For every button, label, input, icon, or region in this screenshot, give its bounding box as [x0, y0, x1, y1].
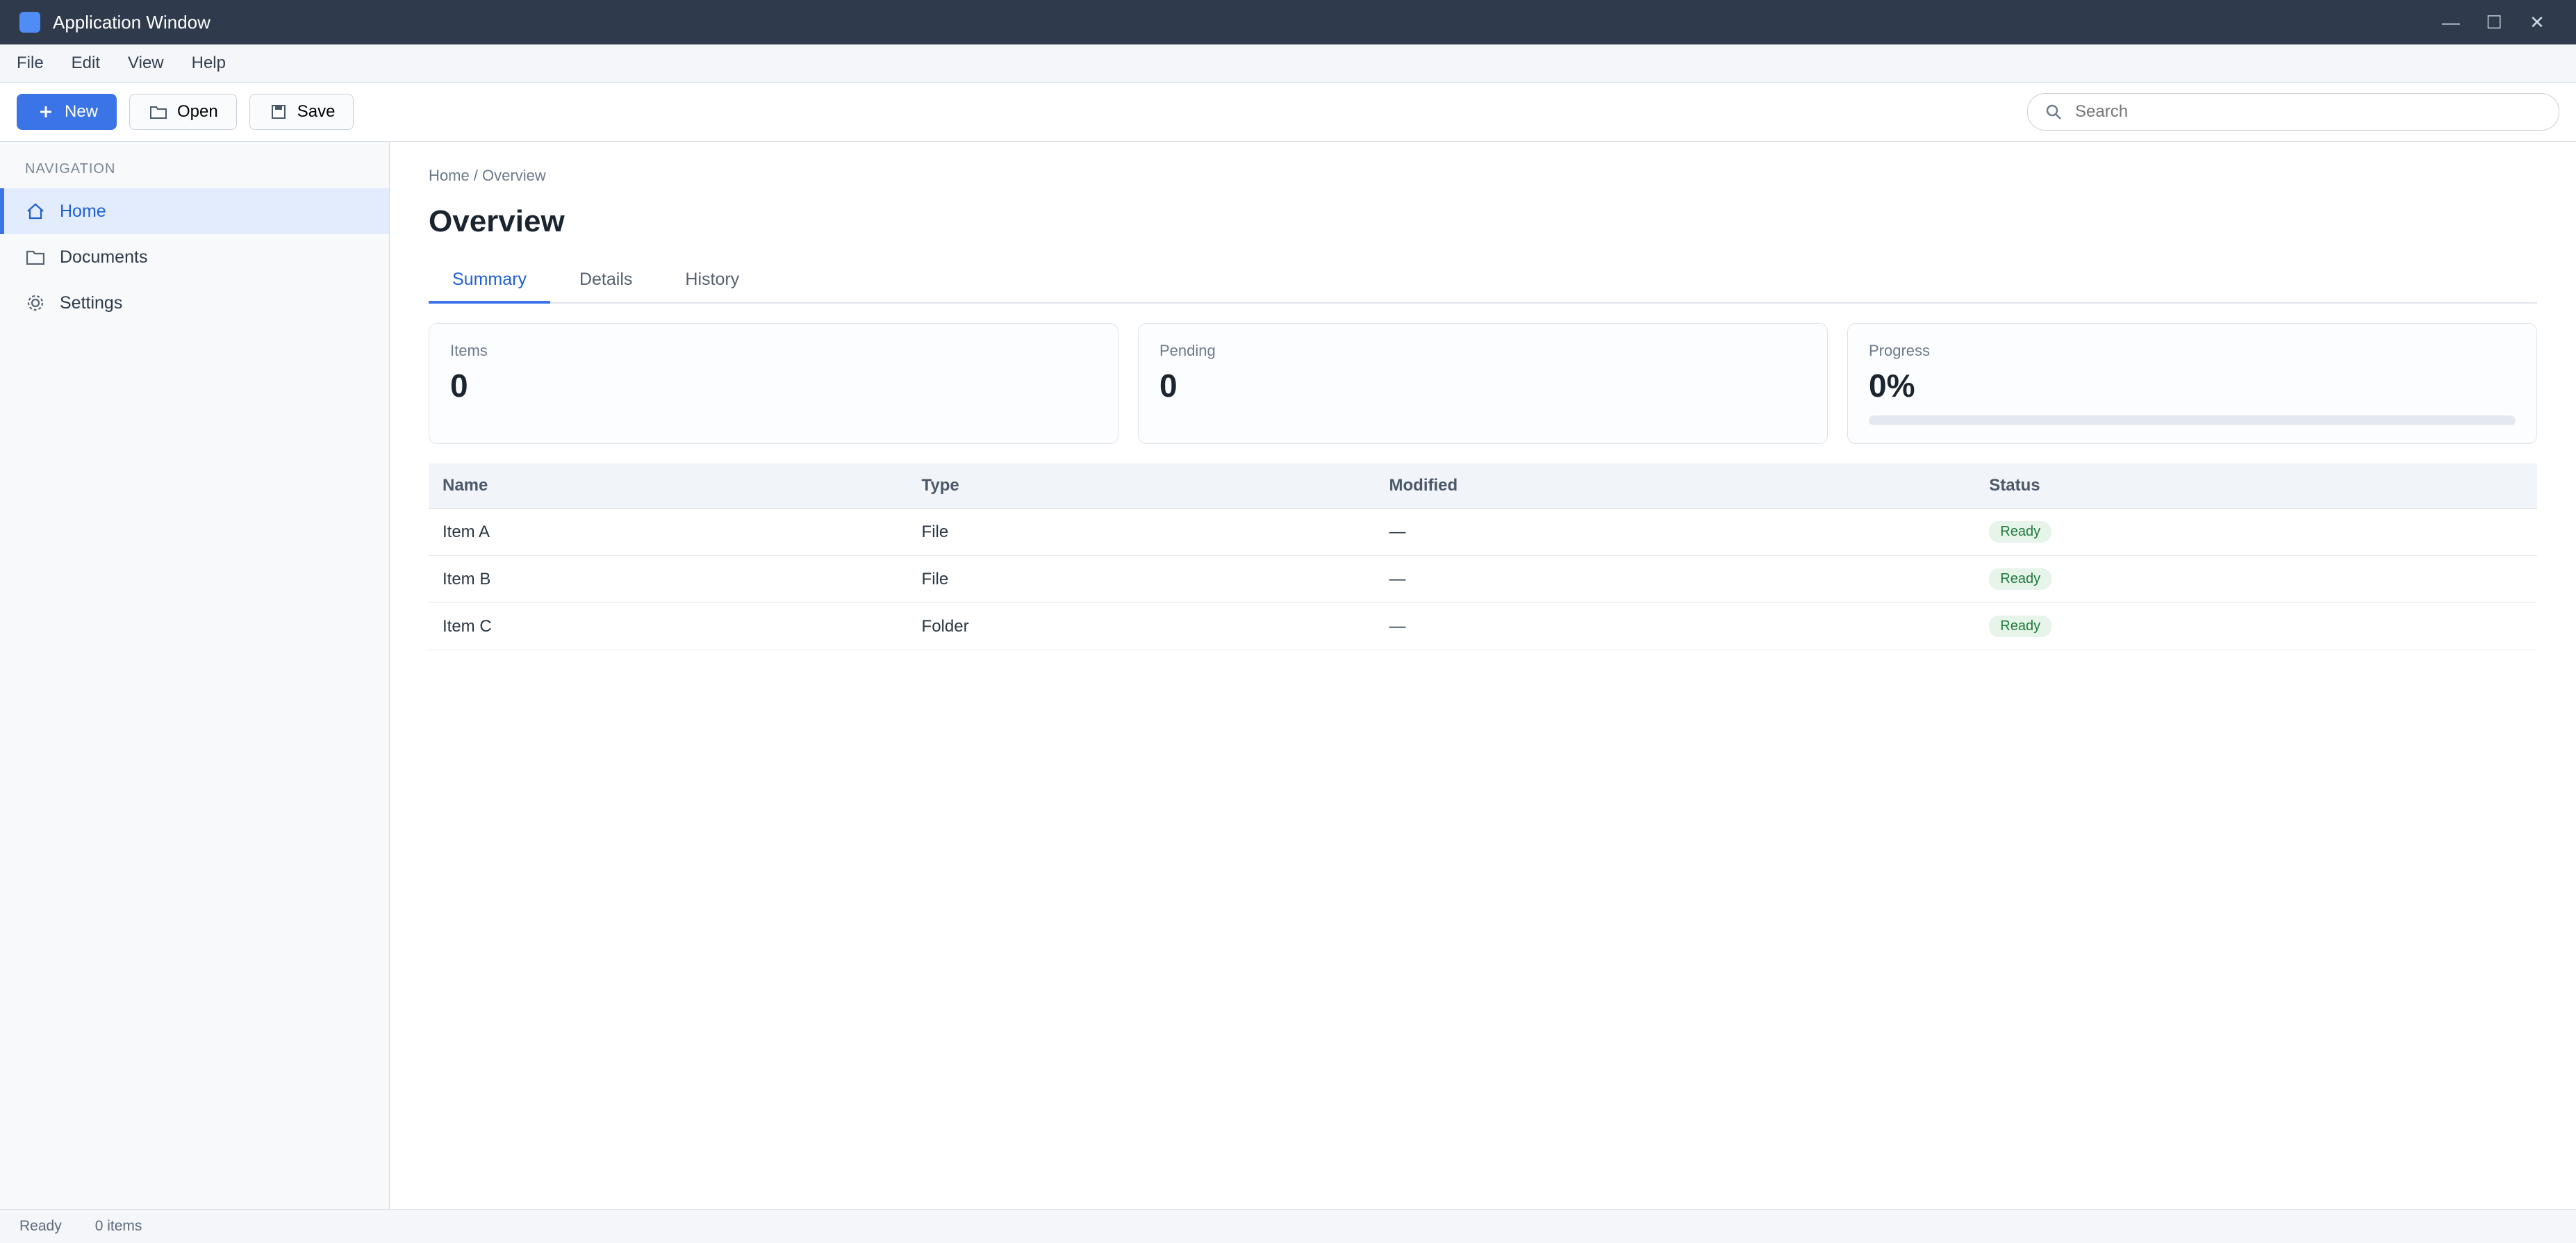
minimize-button[interactable]: —: [2442, 11, 2460, 33]
toolbar: [0, 83, 2576, 142]
folder-icon: [25, 247, 46, 267]
menu-item-view[interactable]: View: [128, 53, 164, 72]
stat-card-progress: [1847, 323, 2537, 444]
summary-cards: [429, 323, 2537, 444]
sidebar-section-label: NAVIGATION: [25, 161, 116, 176]
item-count: 0 items: [94, 1218, 142, 1234]
column-header[interactable]: Modified: [1376, 463, 1976, 509]
menu-item-file[interactable]: File: [17, 53, 44, 72]
sidebar: [0, 142, 390, 1209]
table-cell: —: [1376, 556, 1976, 603]
content-area: [0, 142, 2576, 1209]
stat-card-items: [429, 323, 1118, 444]
window-title: Application Window: [53, 11, 210, 33]
table-row[interactable]: [429, 509, 2537, 556]
table-cell: Folder: [908, 603, 1376, 650]
table-cell: Item A: [429, 509, 908, 556]
status-badge: Ready: [1989, 521, 2051, 543]
table-cell: [1975, 556, 2537, 603]
stat-card-value: 0: [450, 368, 468, 404]
new-button-label: New: [65, 102, 99, 121]
menu-bar: [0, 44, 2576, 83]
sidebar-item-documents[interactable]: [0, 234, 389, 280]
search-input[interactable]: [2074, 101, 2543, 122]
status-bar: [0, 1209, 2576, 1243]
table-cell: [1975, 509, 2537, 556]
stat-card-label: Progress: [1869, 342, 1931, 359]
open-button-label: Open: [177, 102, 218, 121]
column-header[interactable]: Type: [908, 463, 1376, 509]
table-cell: File: [908, 556, 1376, 603]
table-cell: File: [908, 509, 1376, 556]
sidebar-item-label: Settings: [60, 293, 123, 313]
sidebar-item-settings[interactable]: [0, 280, 389, 326]
stat-card-value: 0: [1159, 368, 1178, 404]
title-bar: [0, 0, 2576, 44]
sidebar-item-label: Documents: [60, 247, 148, 267]
sidebar-item-label: Home: [60, 201, 106, 221]
data-table: [429, 463, 2537, 650]
tab-details[interactable]: Details: [579, 270, 633, 289]
main-panel: [390, 142, 2576, 1209]
status-badge: Ready: [1989, 568, 2051, 590]
sidebar-item-home[interactable]: [0, 188, 389, 234]
open-button[interactable]: [129, 94, 237, 130]
new-button[interactable]: [17, 94, 117, 130]
maximize-button[interactable]: ☐: [2486, 11, 2502, 33]
folder-open-icon: [148, 101, 169, 122]
table-row[interactable]: [429, 556, 2537, 603]
search-icon: [2043, 101, 2064, 122]
home-icon: [25, 201, 46, 222]
breadcrumb[interactable]: Home / Overview: [429, 167, 546, 184]
stat-card-pending: [1138, 323, 1828, 444]
progress-bar: [1869, 415, 2516, 425]
menu-item-edit[interactable]: Edit: [71, 53, 101, 72]
table-row[interactable]: [429, 603, 2537, 650]
table-cell: Item B: [429, 556, 908, 603]
table-cell: —: [1376, 603, 1976, 650]
stat-card-label: Pending: [1159, 342, 1216, 359]
column-header[interactable]: Status: [1975, 463, 2537, 509]
menu-item-help[interactable]: Help: [191, 53, 226, 72]
search-box[interactable]: [2027, 93, 2559, 131]
tab-history[interactable]: History: [685, 270, 740, 289]
table-cell: —: [1376, 509, 1976, 556]
table-cell: [1975, 603, 2537, 650]
page-title: Overview: [429, 204, 565, 238]
table-cell: Item C: [429, 603, 908, 650]
stat-card-value: 0%: [1869, 368, 1915, 404]
status-text: Ready: [19, 1218, 62, 1234]
plus-icon: [35, 101, 56, 122]
gear-icon: [25, 293, 46, 313]
status-badge: Ready: [1989, 616, 2051, 637]
stat-card-label: Items: [450, 342, 488, 359]
tab-bar: [429, 258, 2537, 304]
tab-summary[interactable]: Summary: [429, 258, 550, 304]
save-icon: [268, 101, 289, 122]
table-header-row: [429, 463, 2537, 509]
app-icon: [19, 12, 40, 33]
column-header[interactable]: Name: [429, 463, 908, 509]
save-button[interactable]: [249, 94, 354, 130]
save-button-label: Save: [297, 102, 336, 121]
close-button[interactable]: ✕: [2529, 11, 2545, 33]
